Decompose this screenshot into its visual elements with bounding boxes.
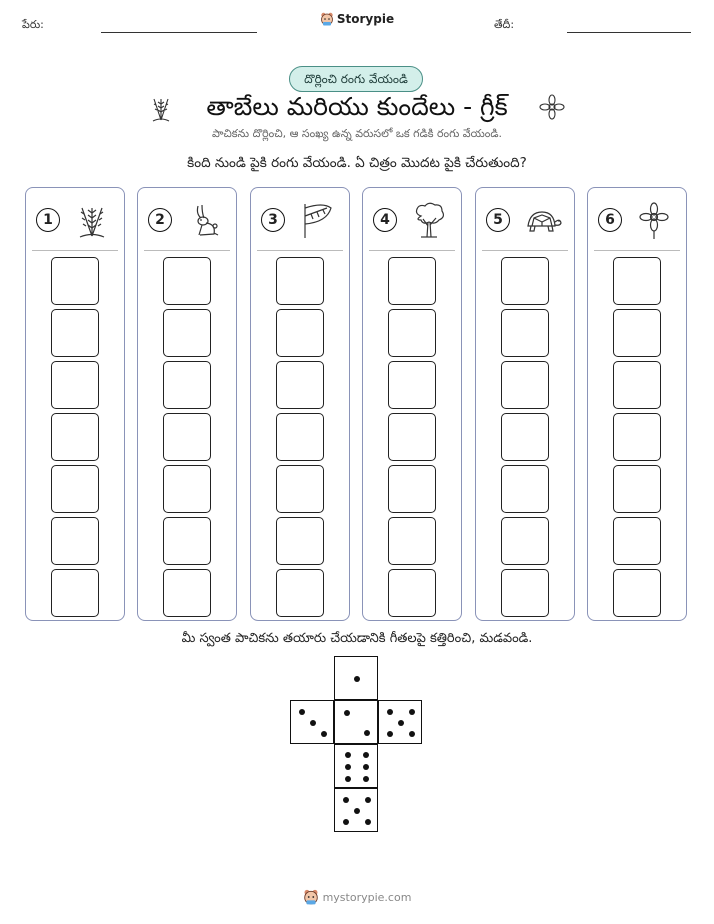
column-number: 4 [373, 208, 397, 232]
color-box[interactable] [388, 569, 436, 617]
column-3 [250, 187, 350, 621]
color-box[interactable] [163, 413, 211, 461]
color-box[interactable] [388, 517, 436, 565]
column-number: 2 [148, 208, 172, 232]
pip [354, 808, 360, 814]
pip [363, 776, 369, 782]
color-box[interactable] [613, 569, 661, 617]
divider [144, 250, 230, 251]
name-label: పేరు: [22, 18, 44, 31]
leaf-icon [297, 200, 337, 240]
column-number: 1 [36, 208, 60, 232]
pip [345, 776, 351, 782]
name-line[interactable] [101, 32, 257, 33]
pip [299, 709, 305, 715]
divider [32, 250, 118, 251]
color-box[interactable] [501, 465, 549, 513]
color-box[interactable] [51, 309, 99, 357]
page-title: తాబేలు మరియు కుందేలు - గ్రీక్ [206, 92, 508, 121]
pip [343, 819, 349, 825]
color-box[interactable] [388, 361, 436, 409]
flower-icon [634, 200, 674, 240]
rabbit-icon [184, 200, 224, 240]
pip [398, 720, 404, 726]
date-line[interactable] [567, 32, 691, 33]
color-box[interactable] [51, 465, 99, 513]
color-box[interactable] [613, 361, 661, 409]
divider [594, 250, 680, 251]
color-box[interactable] [163, 257, 211, 305]
die-face-1 [334, 656, 378, 700]
color-box[interactable] [163, 361, 211, 409]
color-box[interactable] [613, 257, 661, 305]
pip [409, 709, 415, 715]
column-1 [25, 187, 125, 621]
color-box[interactable] [613, 413, 661, 461]
pip [364, 730, 370, 736]
divider [257, 250, 343, 251]
divider [369, 250, 455, 251]
color-box[interactable] [163, 517, 211, 565]
footer-url: mystorypie.com [322, 891, 412, 904]
pip [345, 752, 351, 758]
color-box[interactable] [51, 517, 99, 565]
color-box[interactable] [388, 309, 436, 357]
color-box[interactable] [388, 257, 436, 305]
pip [387, 731, 393, 737]
die-face-5 [334, 788, 378, 832]
pip [363, 764, 369, 770]
pip [363, 752, 369, 758]
color-box[interactable] [276, 517, 324, 565]
column-2 [137, 187, 237, 621]
color-box[interactable] [51, 257, 99, 305]
column-5 [475, 187, 575, 621]
pip [321, 731, 327, 737]
die-face-5 [378, 700, 422, 744]
color-box[interactable] [388, 465, 436, 513]
die-face-3 [290, 700, 334, 744]
color-box[interactable] [51, 361, 99, 409]
color-box[interactable] [163, 465, 211, 513]
color-box[interactable] [613, 517, 661, 565]
subtitle: పాచికను దొర్లించి, ఆ సంఖ్య ఉన్న వరుసలో ఒక గడికి రంగు వేయండి. [212, 127, 502, 140]
column-6 [587, 187, 687, 621]
pip [354, 676, 360, 682]
pip [365, 797, 371, 803]
tree-icon [409, 200, 449, 240]
pip [345, 764, 351, 770]
color-box[interactable] [613, 309, 661, 357]
date-label: తేదీ: [494, 18, 515, 31]
footer [0, 889, 714, 905]
fern-icon [72, 200, 112, 240]
color-box[interactable] [276, 413, 324, 461]
die-face-2 [334, 700, 378, 744]
die-face-6 [334, 744, 378, 788]
pip [365, 819, 371, 825]
storypie-logo-icon [320, 12, 334, 26]
color-box[interactable] [276, 257, 324, 305]
column-4 [362, 187, 462, 621]
color-box[interactable] [51, 413, 99, 461]
cut-fold-instruction: మీ స్వంత పాచికను తయారు చేయడానికి గీతలపై కత్తిరించి, మడవండి. [181, 631, 533, 646]
color-box[interactable] [51, 569, 99, 617]
brand [0, 12, 714, 26]
color-box[interactable] [276, 569, 324, 617]
column-number: 6 [598, 208, 622, 232]
pip [387, 709, 393, 715]
storypie-logo-icon [303, 889, 319, 905]
flower-icon [538, 93, 566, 121]
roll-and-color-badge: దొర్లించి రంగు వేయండి [289, 66, 423, 92]
color-box[interactable] [501, 361, 549, 409]
color-box[interactable] [501, 569, 549, 617]
color-box[interactable] [501, 517, 549, 565]
pip [343, 797, 349, 803]
color-box[interactable] [163, 569, 211, 617]
color-box[interactable] [501, 413, 549, 461]
divider [482, 250, 568, 251]
color-box[interactable] [276, 465, 324, 513]
pip [409, 731, 415, 737]
color-box[interactable] [276, 309, 324, 357]
color-box[interactable] [501, 257, 549, 305]
brand-name: Storypie [336, 12, 395, 26]
color-box[interactable] [501, 309, 549, 357]
turtle-icon [522, 200, 562, 240]
column-number: 5 [486, 208, 510, 232]
color-box[interactable] [163, 309, 211, 357]
pip [310, 720, 316, 726]
color-box[interactable] [613, 465, 661, 513]
column-number: 3 [261, 208, 285, 232]
pip [344, 710, 350, 716]
color-box[interactable] [276, 361, 324, 409]
color-box[interactable] [388, 413, 436, 461]
question: కింది నుండి పైకి రంగు వేయండి. ఏ చిత్రం మొదట పైకి చేరుతుంది? [187, 155, 527, 171]
